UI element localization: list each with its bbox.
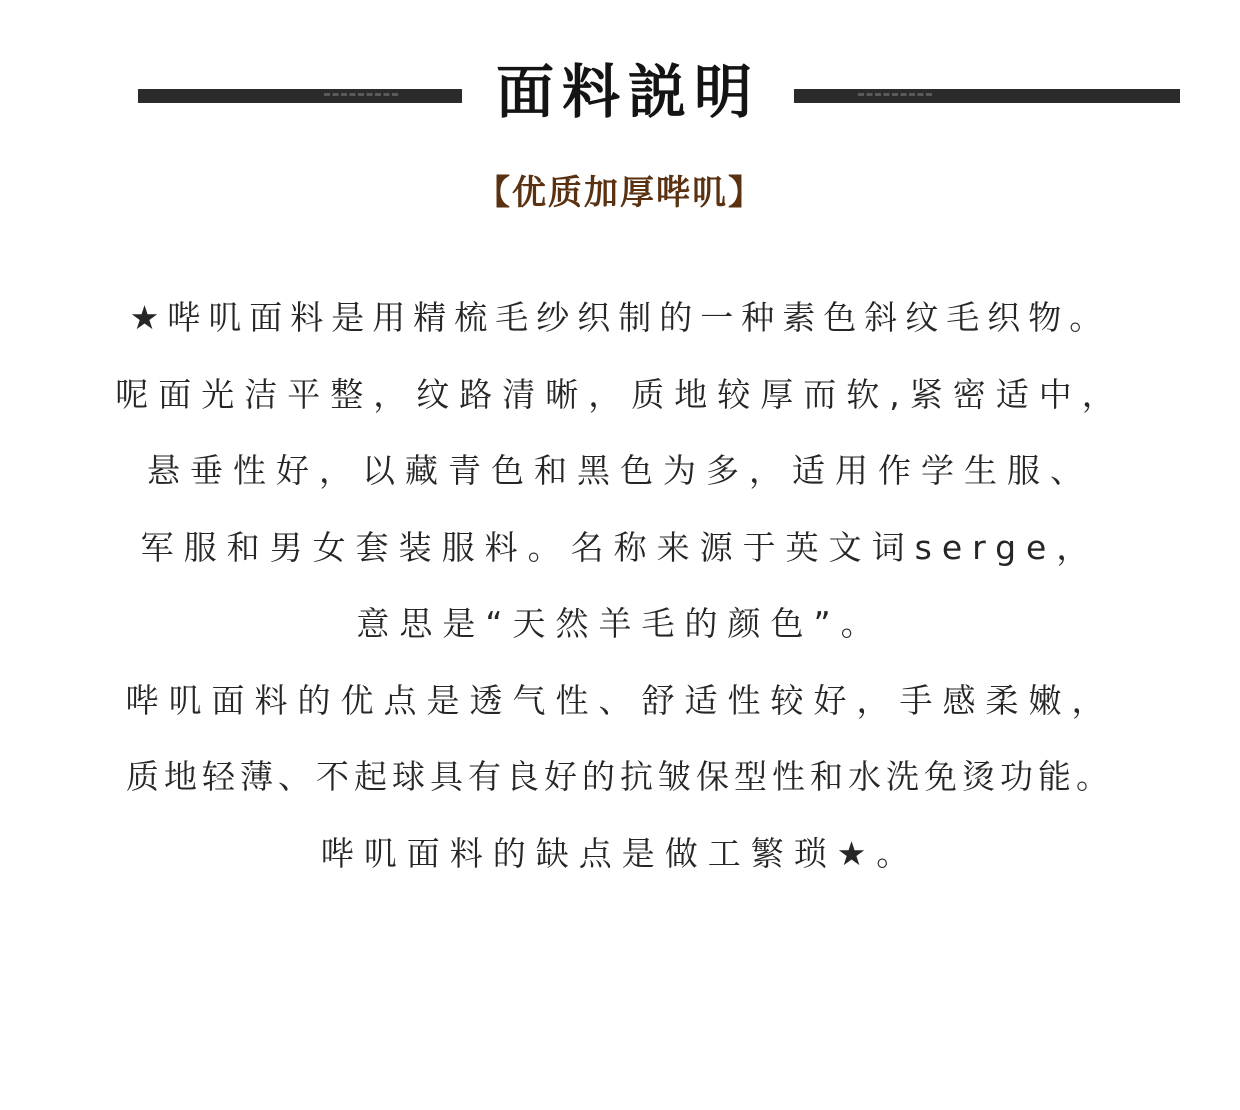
description-line: 悬垂性好，以藏青色和黑色为多，适用作学生服、	[147, 451, 1093, 490]
title-rule-left	[138, 89, 462, 103]
title-rule-left-dash	[324, 93, 398, 96]
description-line: ★哔叽面料是用精梳毛纱织制的一种素色斜纹毛织物。	[129, 298, 1111, 337]
page-subtitle: 【优质加厚哔叽】	[476, 173, 764, 213]
description-line: 哔叽面料的缺点是做工繁琐★。	[320, 833, 920, 873]
page-title: 面料説明	[495, 58, 760, 126]
title-rule-right	[794, 89, 1180, 103]
title-rule-right-dash	[858, 93, 932, 96]
description-line: 军服和男女套装服料。名称来源于英文词serge，	[140, 527, 1100, 567]
description-line: 质地轻薄、不起球具有良好的抗皱保型性和水洗免烫功能。	[126, 757, 1114, 796]
title-bar	[0, 50, 1240, 140]
description-line: 呢面光洁平整，纹路清晰，质地较厚而软,紧密适中，	[115, 374, 1125, 414]
description-block	[0, 290, 1240, 902]
description-line: 哔叽面料的优点是透气性、舒适性较好，手感柔嫩，	[125, 680, 1115, 720]
description-line: 意思是“天然羊毛的颜色”。	[356, 604, 884, 643]
